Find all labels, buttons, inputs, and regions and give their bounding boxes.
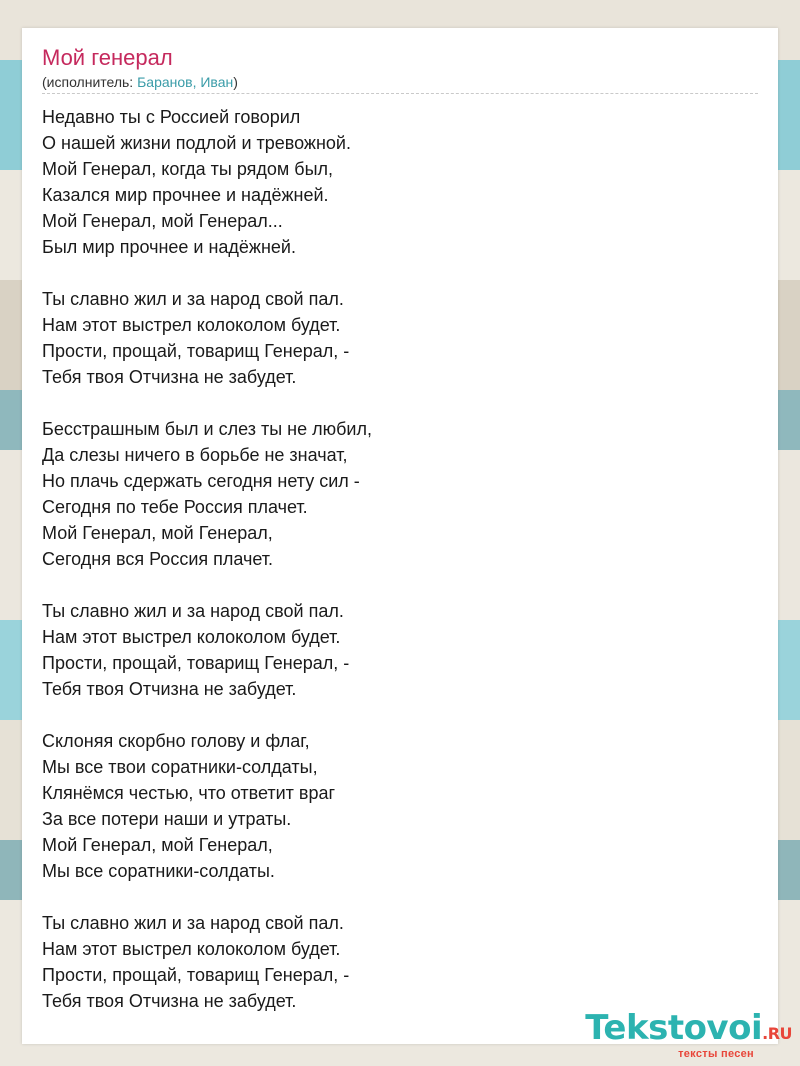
lyric-line: Мой Генерал, мой Генерал, bbox=[42, 835, 273, 855]
lyric-line: Тебя твоя Отчизна не забудет. bbox=[42, 991, 297, 1011]
artist-line bbox=[42, 73, 238, 91]
site-logo[interactable] bbox=[585, 1010, 792, 1060]
lyric-line: Бесстрашным был и слез ты не любил, bbox=[42, 419, 372, 439]
lyric-line: За все потери наши и утраты. bbox=[42, 809, 292, 829]
lyric-line: Ты славно жил и за народ свой пал. bbox=[42, 913, 344, 933]
logo-name: Tekstovoi bbox=[585, 1008, 763, 1048]
stanza-2 bbox=[42, 286, 372, 390]
lyric-line: Нам этот выстрел колоколом будет. bbox=[42, 627, 341, 647]
lyric-line: Мой Генерал, мой Генерал... bbox=[42, 211, 283, 231]
lyric-line: Недавно ты с Россией говорил bbox=[42, 107, 301, 127]
artist-link[interactable]: Баранов, Иван bbox=[137, 74, 234, 90]
lyric-line: Да слезы ничего в борьбе не значат, bbox=[42, 445, 348, 465]
lyric-line: Ты славно жил и за народ свой пал. bbox=[42, 289, 344, 309]
stanza-5 bbox=[42, 728, 372, 884]
lyric-line: Склоняя скорбно голову и флаг, bbox=[42, 731, 310, 751]
stanza-4 bbox=[42, 598, 372, 702]
lyric-line: Сегодня вся Россия плачет. bbox=[42, 549, 274, 569]
lyric-line: О нашей жизни подлой и тревожной. bbox=[42, 133, 351, 153]
logo-wordmark bbox=[585, 1010, 792, 1052]
stanza-1 bbox=[42, 104, 372, 260]
logo-tld: .RU bbox=[762, 1024, 792, 1043]
lyric-line: Нам этот выстрел колоколом будет. bbox=[42, 315, 341, 335]
artist-suffix: ) bbox=[233, 74, 238, 90]
lyric-line: Прости, прощай, товарищ Генерал, - bbox=[42, 653, 350, 673]
lyric-line: Был мир прочнее и надёжней. bbox=[42, 237, 296, 257]
lyric-line: Сегодня по тебе Россия плачет. bbox=[42, 497, 308, 517]
logo-tagline: тексты песен bbox=[678, 1048, 754, 1060]
lyric-line: Но плачь сдержать сегодня нету сил - bbox=[42, 471, 360, 491]
lyric-line: Тебя твоя Отчизна не забудет. bbox=[42, 367, 297, 387]
song-title: Мой генерал bbox=[42, 45, 173, 70]
lyric-line: Ты славно жил и за народ свой пал. bbox=[42, 601, 344, 621]
lyric-line: Казался мир прочнее и надёжней. bbox=[42, 185, 329, 205]
lyric-line: Мы все твои соратники-солдаты, bbox=[42, 757, 318, 777]
lyrics-body bbox=[42, 104, 372, 1014]
lyric-line: Клянёмся честью, что ответит враг bbox=[42, 783, 336, 803]
lyrics-card bbox=[22, 28, 778, 1044]
title-divider bbox=[42, 93, 758, 94]
stanza-3 bbox=[42, 416, 372, 572]
lyric-line: Нам этот выстрел колоколом будет. bbox=[42, 939, 341, 959]
stanza-6 bbox=[42, 910, 372, 1014]
artist-prefix: (исполнитель: bbox=[42, 74, 138, 90]
lyric-line: Мой Генерал, мой Генерал, bbox=[42, 523, 273, 543]
lyric-line: Прости, прощай, товарищ Генерал, - bbox=[42, 341, 350, 361]
lyric-line: Мой Генерал, когда ты рядом был, bbox=[42, 159, 334, 179]
lyric-line: Прости, прощай, товарищ Генерал, - bbox=[42, 965, 350, 985]
lyric-line: Тебя твоя Отчизна не забудет. bbox=[42, 679, 297, 699]
lyric-line: Мы все соратники-солдаты. bbox=[42, 861, 275, 881]
